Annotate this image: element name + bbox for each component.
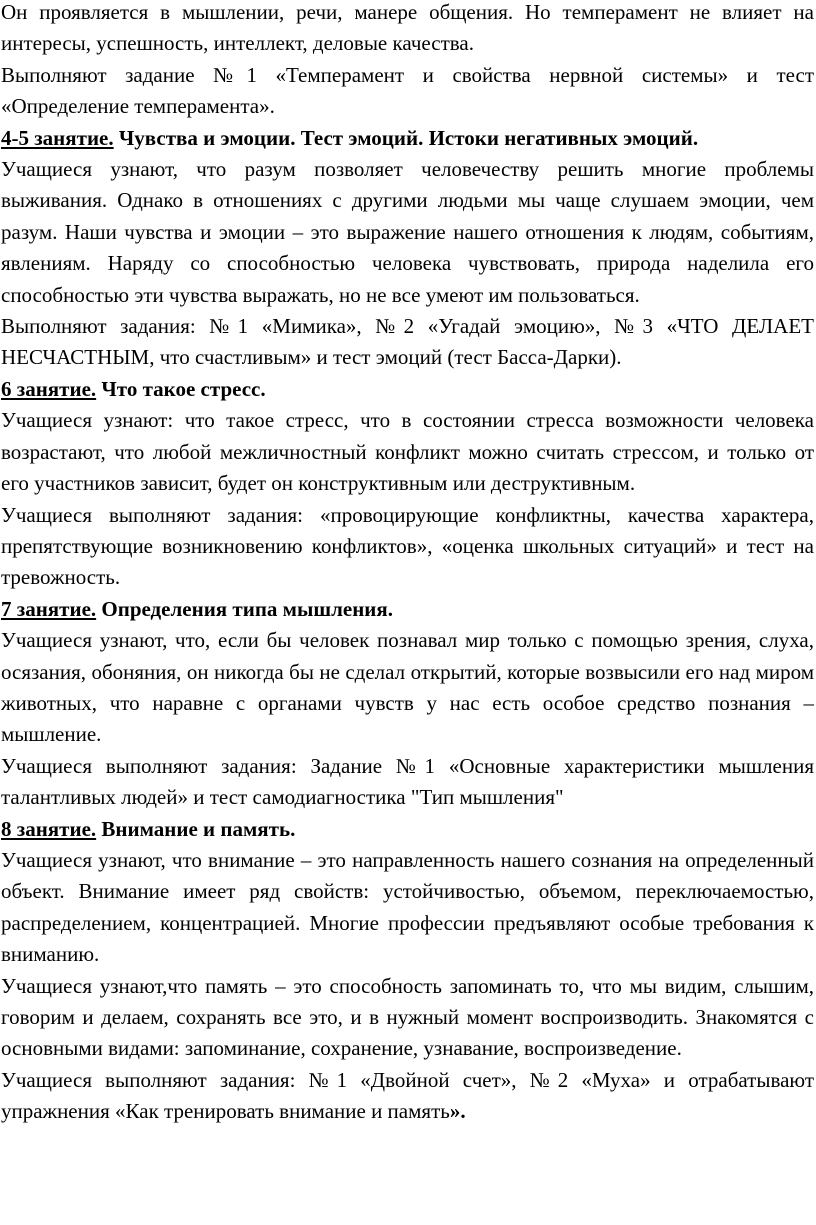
intro-paragraph-2: Выполняют задание №1 «Темперамент и свойства нервной системы» и тест «Определение темперамента».: [1, 62, 814, 119]
section-heading-lesson-4-5: [1, 123, 814, 154]
section-paragraph: Учащиеся узнают: что такое стресс, что в состоянии стресса возможности человека возрастают, что любой межличностный конфликт можно считать стрессом, и только от его участников зависит, будет он конструктивным или деструктивным.: [1, 408, 814, 496]
lesson-title: Внимание и память.: [96, 816, 296, 841]
lesson-number: 8 занятие.: [1, 816, 97, 841]
section-paragraph: Учащиеся узнают, что внимание – это направленность нашего сознания на определенный объект. Внимание имеет ряд свойств: устойчивостью, объемом, переключаемостью, распределением, концентрацией. Многие профессии предъявляют особые требования к вниманию.: [1, 847, 814, 967]
section-paragraph: Учащиеся выполняют задания: «провоцирующие конфликтны, качества характера, препятствующие возникновению конфликтов», «оценка школьных ситуаций» и тест на тревожность.: [1, 502, 814, 590]
lesson-title: Чувства и эмоции. Тест эмоций. Истоки негативных эмоций.: [113, 125, 699, 150]
closing-bold-tail: ».: [449, 1099, 466, 1124]
section-paragraph: Выполняют задания: №1 «Мимика», №2 «Угадай эмоцию», №3 «ЧТО ДЕЛАЕТ НЕСЧАСТНЫМ, что счастливым» и тест эмоций (тест Басса-Дарки).: [1, 314, 814, 370]
section-heading-lesson-8: [1, 814, 814, 845]
lesson-number: 7 занятие.: [1, 596, 97, 621]
section-paragraph: Учащиеся узнают, что, если бы человек познавал мир только с помощью зрения, слуха, осязания, обоняния, он никогда бы не сделал открытий, которые возвысили его над миром животных, что наравне с органами чувств у нас есть особое средство познания – мышление.: [1, 628, 814, 747]
section-heading-lesson-6: [1, 374, 814, 405]
section-heading-lesson-7: [1, 594, 814, 625]
section-paragraph: Учащиеся узнают,что память – это способность запоминать то, что мы видим, слышим, говорим и делаем, сохранять все это, и в нужный момент воспроизводить. Знакомятся с основными видами: запоминание, сохранение, узнавание, воспроизведение.: [1, 973, 814, 1061]
section-paragraph: Учащиеся узнают, что разум позволяет человечеству решить многие проблемы выживания. Однако в отношениях с другими людьми мы чаще слушаем эмоции, чем разум. Наши чувства и эмоции – это выражение нашего отношения к людям, событиям, явлениям. Наряду со способностью человека чувствовать, природа наделила его способностью эти чувства выражать, но не все умеют им пользоваться.: [1, 157, 814, 307]
lesson-number: 4-5 занятие.: [1, 125, 114, 150]
intro-paragraph-1: Он проявляется в мышлении, речи, манере общения. Но темперамент не влияет на интересы, успешность, интеллект, деловые качества.: [1, 0, 814, 56]
lesson-number: 6 занятие.: [1, 376, 97, 401]
lesson-title: Определения типа мышления.: [96, 596, 394, 621]
closing-paragraph: [1, 1065, 814, 1128]
lesson-title: Что такое стресс.: [96, 376, 266, 401]
closing-text: Учащиеся выполняют задания: №1 «Двойной счет», №2 «Муха» и отрабатывают упражнения «Как тренировать внимание и память: [1, 1067, 814, 1124]
section-paragraph: Учащиеся выполняют задания: Задание №1 «Основные характеристики мышления талантливых людей» и тест самодиагностика "Тип мышления": [1, 753, 814, 810]
